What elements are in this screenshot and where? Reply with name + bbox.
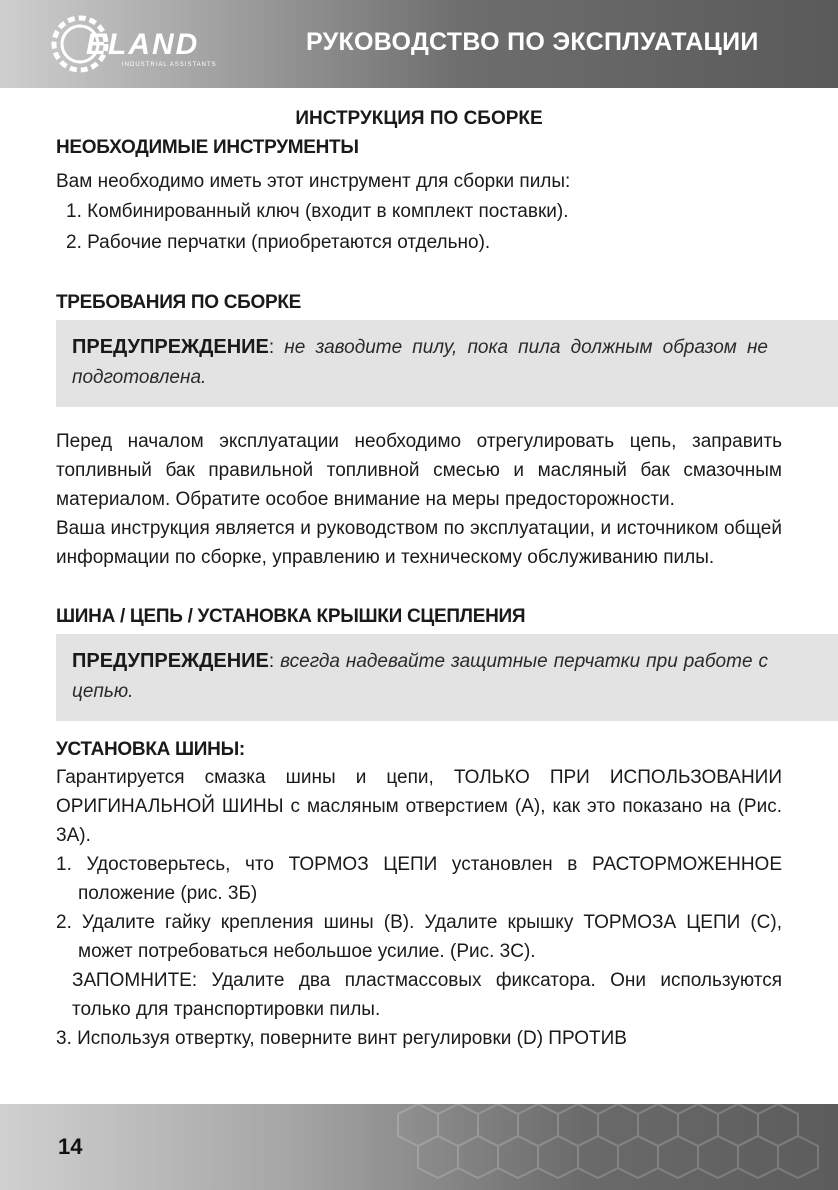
page-content xyxy=(56,108,782,1053)
hexagon-pattern-decoration xyxy=(378,1104,838,1190)
bar-install-intro: Гарантируется смазка шины и цепи, ТОЛЬКО ПРИ ИСПОЛЬЗОВАНИИ ОРИГИНАЛЬНОЙ ШИНЫ с масляным отверстием (А), как это показано на (Рис. 3А). xyxy=(56,767,782,846)
bar-chain-heading: ШИНА / ЦЕПЬ / УСТАНОВКА КРЫШКИ СЦЕПЛЕНИЯ xyxy=(56,606,526,627)
warning-text: всегда надевайте защитные перчатки при работе с цепью. xyxy=(72,651,768,702)
logo-text: ELAND xyxy=(86,28,200,61)
tools-intro: Вам необходимо иметь этот инструмент для сборки пилы: xyxy=(56,171,571,192)
tools-list xyxy=(56,196,782,258)
step-item: 2. Удалите гайку крепления шины (В). Удалите крышку ТОРМОЗА ЦЕПИ (С), может потребоваться небольшое усилие. (Рис. 3С). xyxy=(56,912,782,962)
page-footer xyxy=(0,1104,838,1190)
page-header xyxy=(0,0,838,88)
tools-heading: НЕОБХОДИМЫЕ ИНСТРУМЕНТЫ xyxy=(56,137,359,158)
warning-label: ПРЕДУПРЕЖДЕНИЕ xyxy=(72,650,269,672)
warning-box-chain: ПРЕДУПРЕЖДЕНИЕ: всегда надевайте защитные перчатки при работе с цепью. xyxy=(56,634,838,721)
requirements-paragraph-2: Ваша инструкция является и руководством по эксплуатации, и источником общей информации по сборке, управлению и техническому обслуживанию пилы. xyxy=(56,518,782,568)
page-number: 14 xyxy=(58,1134,83,1159)
bar-install-steps-continued xyxy=(56,1024,782,1053)
requirements-paragraph-1: Перед началом эксплуатации необходимо отрегулировать цепь, заправить топливный бак правильной топливной смесью и масляный бак смазочным материалом. Обратите особое внимание на меры предосторожности. xyxy=(56,431,782,510)
bar-install-heading: УСТАНОВКА ШИНЫ: xyxy=(56,739,245,760)
requirements-heading: ТРЕБОВАНИЯ ПО СБОРКЕ xyxy=(56,292,302,313)
step-item: 1. Удостоверьтесь, что ТОРМОЗ ЦЕПИ установлен в РАСТОРМОЖЕННОЕ положение (рис. 3Б) xyxy=(56,854,782,904)
bar-install-steps xyxy=(56,850,782,966)
warning-box-assembly: ПРЕДУПРЕЖДЕНИЕ: не заводите пилу, пока пила должным образом не подготовлена. xyxy=(56,320,838,407)
eland-logo xyxy=(46,10,266,78)
logo-subtitle: INDUSTRIAL ASSISTANTS xyxy=(122,62,217,68)
header-title: РУКОВОДСТВО ПО ЭКСПЛУАТАЦИИ xyxy=(306,28,759,56)
remember-note: ЗАПОМНИТЕ: Удалите два пластмассовых фиксатора. Они используются только для транспортировки пилы. xyxy=(72,970,782,1020)
tools-item: 2. Рабочие перчатки (приобретаются отдельно). xyxy=(66,232,491,253)
step-item: 3. Используя отвертку, поверните винт регулировки (D) ПРОТИВ xyxy=(56,1028,627,1049)
warning-label: ПРЕДУПРЕЖДЕНИЕ xyxy=(72,336,269,358)
tools-item: 1. Комбинированный ключ (входит в комплект поставки). xyxy=(66,201,569,222)
warning-text: не заводите пилу, пока пила должным образом не подготовлена. xyxy=(72,337,768,388)
doc-title: ИНСТРУКЦИЯ ПО СБОРКЕ xyxy=(295,108,543,129)
